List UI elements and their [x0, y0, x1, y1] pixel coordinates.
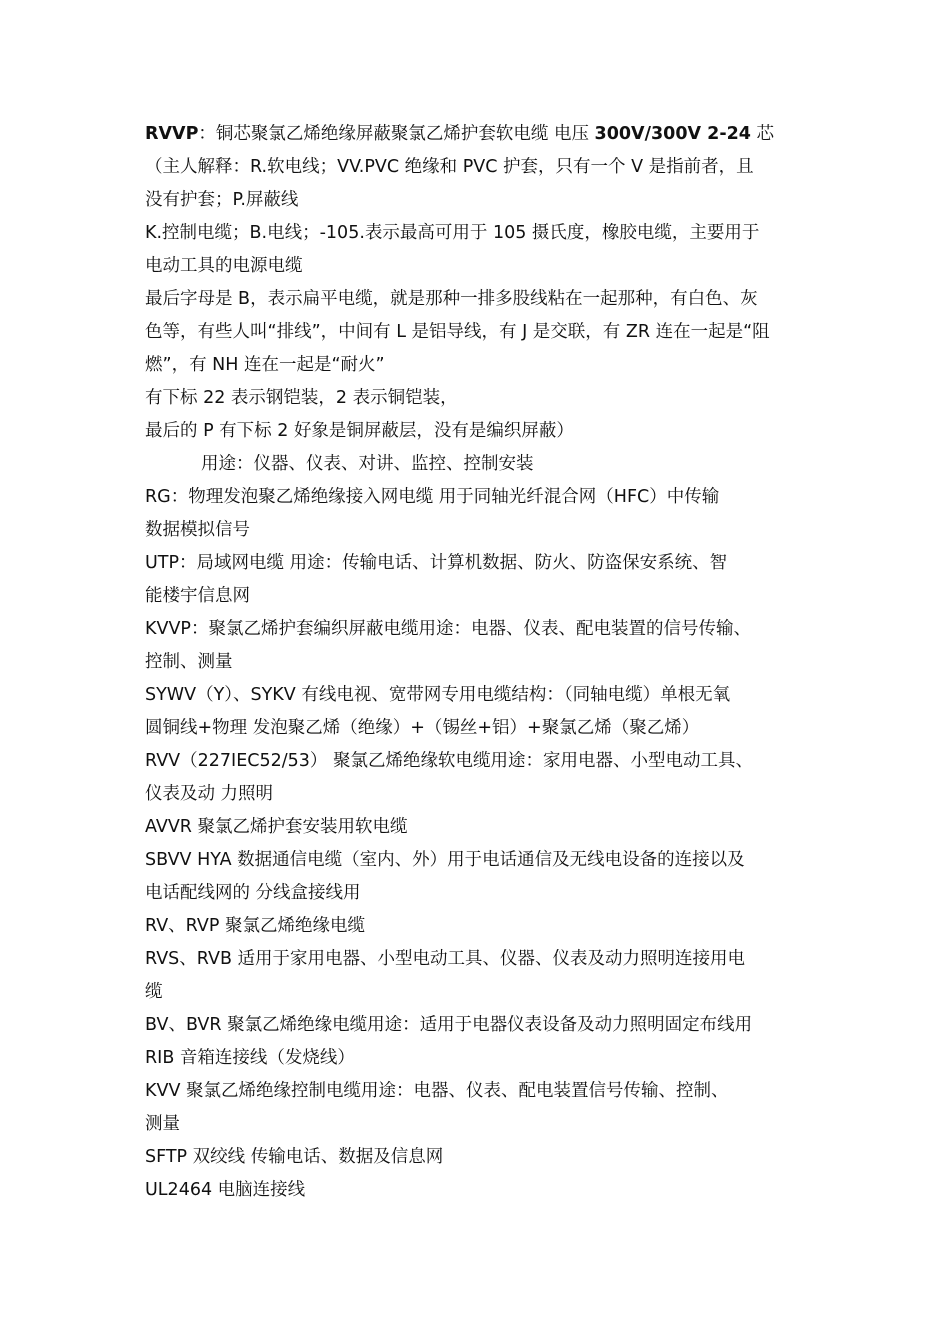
- text-line: RV、RVP 聚氯乙烯绝缘电缆: [145, 916, 365, 936]
- text-line: 燃”，有 NH 连在一起是“耐火”: [145, 355, 385, 375]
- text-line: RVS、RVB 适用于家用电器、小型电动工具、仪器、仪表及动力照明连接用电: [145, 949, 746, 969]
- text-line: SYWV（Y）、SYKV 有线电视、宽带网专用电缆结构：（同轴电缆）单根无氧: [145, 685, 731, 705]
- text-line: UTP：局域网电缆 用途：传输电话、计算机数据、防火、防盗保安系统、智: [145, 553, 728, 573]
- text-line: 圆铜线+物理 发泡聚乙烯（绝缘）+（锡丝+铝）+聚氯乙烯（聚乙烯）: [145, 718, 700, 738]
- text-line: 最后字母是 B，表示扁平电缆，就是那种一排多股线粘在一起那种，有白色、灰: [145, 289, 758, 309]
- text-line: SFTP 双绞线 传输电话、数据及信息网: [145, 1147, 444, 1167]
- text-line: KVV 聚氯乙烯绝缘控制电缆用途：电器、仪表、配电装置信号传输、控制、: [145, 1081, 729, 1101]
- text-line: 电话配线网的 分线盒接线用: [145, 883, 361, 903]
- text-line: 缆: [145, 982, 163, 1002]
- line-1-suffix: 芯: [750, 124, 775, 144]
- text-line: SBVV HYA 数据通信电缆（室内、外）用于电话通信及无线电设备的连接以及: [145, 850, 745, 870]
- text-line: KVVP：聚氯乙烯护套编织屏蔽电缆用途：电器、仪表、配电装置的信号传输、: [145, 619, 751, 639]
- text-line: 控制、测量: [145, 652, 233, 672]
- text-line: UL2464 电脑连接线: [145, 1180, 306, 1200]
- text-line-1: [145, 118, 815, 151]
- text-line: 数据模拟信号: [145, 520, 250, 540]
- text-line: 有下标 22 表示钢铠装，2 表示铜铠装，: [145, 388, 458, 408]
- text-line: 测量: [145, 1114, 180, 1134]
- line-1-text: ：铜芯聚氯乙烯绝缘屏蔽聚氯乙烯护套软电缆 电压: [198, 124, 595, 144]
- text-line: BV、BVR 聚氯乙烯绝缘电缆用途：适用于电器仪表设备及动力照明固定布线用: [145, 1015, 753, 1035]
- text-line: 能楼宇信息网: [145, 586, 250, 606]
- text-line: 仪表及动 力照明: [145, 784, 274, 804]
- text-line: 电动工具的电源电缆: [145, 256, 303, 276]
- text-line: RIB 音箱连接线（发烧线）: [145, 1048, 355, 1068]
- text-line: 最后的 P 有下标 2 好象是铜屏蔽层，没有是编织屏蔽）: [145, 421, 574, 441]
- cable-code-rvvp: RVVP: [145, 124, 199, 144]
- text-line: K.控制电缆；B.电线；-105.表示最高可用于 105 摄氏度，橡胶电缆，主要用于: [145, 223, 760, 243]
- voltage-rating: 300V/300V 2-24: [594, 124, 751, 144]
- text-line: （主人解释：R.软电线；VV.PVC 绝缘和 PVC 护套，只有一个 V 是指前者，且: [145, 157, 754, 177]
- text-line-indented: 用途：仪器、仪表、对讲、监控、控制安装: [201, 454, 534, 474]
- text-line: 色等，有些人叫“排线”，中间有 L 是铝导线，有 J 是交联，有 ZR 连在一起是“阻: [145, 322, 770, 342]
- text-line: RG：物理发泡聚乙烯绝缘接入网电缆 用于同轴光纤混合网（HFC）中传输: [145, 487, 720, 507]
- text-line: RVV（227IEC52/53） 聚氯乙烯绝缘软电缆用途：家用电器、小型电动工具、: [145, 751, 753, 771]
- document-body: [145, 118, 815, 1207]
- text-line: AVVR 聚氯乙烯护套安装用软电缆: [145, 817, 408, 837]
- text-line: 没有护套；P.屏蔽线: [145, 190, 299, 210]
